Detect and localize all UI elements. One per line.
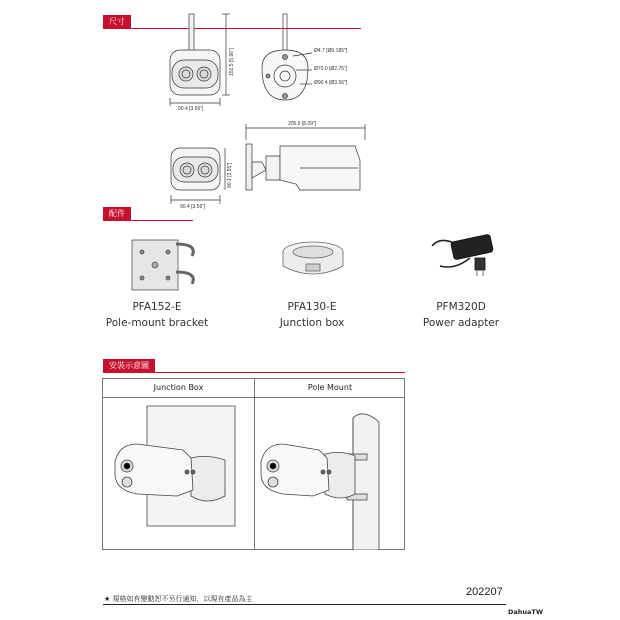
installation-table: [102, 378, 405, 550]
accessory-images: [0, 230, 620, 310]
dim-back-d1: Ø4.7 [Ø0.185"]: [314, 48, 348, 54]
accessory-model: PFM320D: [436, 301, 486, 313]
accessory-model: PFA152-E: [132, 301, 182, 313]
junction-box-image: [283, 242, 343, 274]
dim-front-width: 90.4 [3.56"]: [178, 106, 204, 112]
brand-label: DahuaTW: [508, 608, 544, 616]
version-number: 202207: [466, 586, 503, 598]
dim-front2-height: 90.1 [3.55"]: [227, 162, 233, 188]
installation-header-pole-mount: Pole Mount: [307, 383, 353, 392]
junction-box-install-illustration: [103, 398, 253, 550]
section-tag-installation: 安裝示意圖: [103, 359, 155, 372]
installation-header-junction-box: Junction Box: [153, 383, 204, 392]
dim-front2-width: 90.4 [3.56"]: [180, 204, 206, 210]
pole-mount-install-illustration: [255, 398, 405, 550]
footer-rule: [103, 604, 506, 605]
dim-back-d2: Ø70.0 [Ø2.76"]: [314, 66, 348, 72]
dimension-drawings: [0, 0, 620, 210]
section-tag-dimensions: 尺寸: [103, 15, 131, 28]
dim-front-height: 151.5 [5.96"]: [229, 47, 235, 76]
accessory-model: PFA130-E: [287, 301, 337, 313]
section-rule-installation: [103, 372, 405, 373]
accessory-description: Pole-mount bracket: [105, 317, 209, 329]
dim-back-d3: Ø90.4 [Ø3.56"]: [314, 80, 348, 86]
section-rule-accessories: [103, 220, 193, 221]
accessory-description: Junction box: [279, 317, 345, 329]
section-tag-accessories: 配件: [103, 207, 131, 220]
dim-side-length: 205.5 [8.09"]: [288, 121, 317, 127]
power-adapter-image: [432, 234, 493, 276]
pole-mount-bracket-image: [132, 240, 193, 290]
footnote: ★ 規格如有變動恕不另行通知，以現有產品為主: [104, 595, 253, 603]
accessory-description: Power adapter: [422, 317, 500, 329]
